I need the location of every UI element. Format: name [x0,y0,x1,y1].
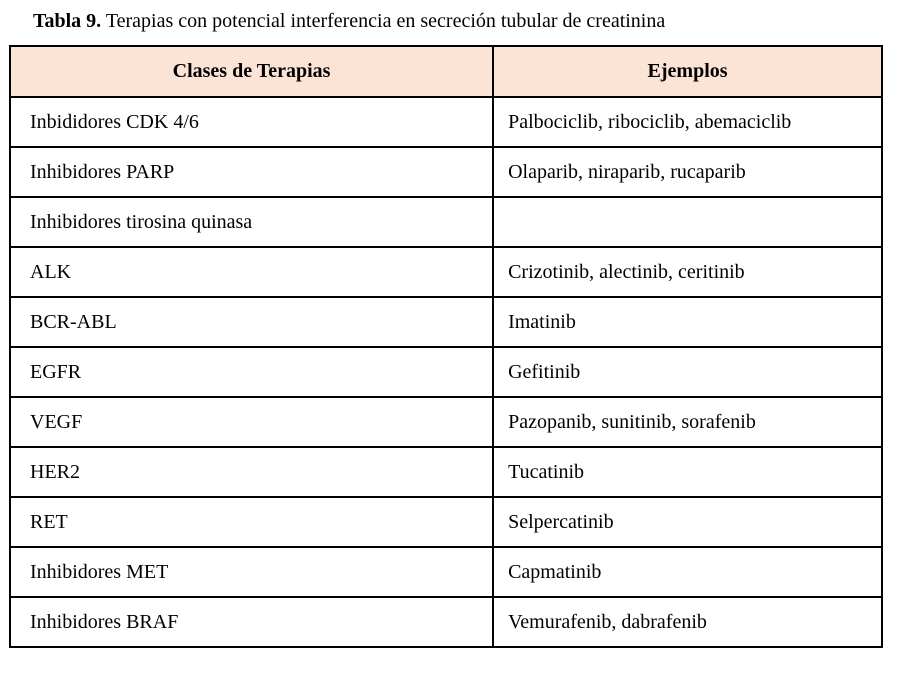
example-cell: Crizotinib, alectinib, ceritinib [493,247,882,297]
table-row [10,147,882,197]
table-row [10,347,882,397]
column-header-clases: Clases de Terapias [10,46,493,97]
table-caption-text: Terapias con potencial interferencia en secreción tubular de creatinina [101,10,666,32]
table-caption-label: Tabla 9. [33,10,102,32]
table-row [10,497,882,547]
example-cell: Olaparib, niraparib, rucaparib [493,147,882,197]
example-cell: Selpercatinib [493,497,882,547]
class-cell: RET [10,497,493,547]
example-cell: Tucatinib [493,447,882,497]
column-header-ejemplos: Ejemplos [493,46,882,97]
class-cell: BCR-ABL [10,297,493,347]
class-cell: EGFR [10,347,493,397]
table-row [10,247,882,297]
example-cell: Imatinib [493,297,882,347]
table-row [10,547,882,597]
therapy-interference-table [9,45,883,648]
table-row [10,197,882,247]
example-cell: Palbociclib, ribociclib, abemaciclib [493,97,882,147]
class-cell: Inhibidores MET [10,547,493,597]
example-cell: Vemurafenib, dabrafenib [493,597,882,647]
example-cell: Pazopanib, sunitinib, sorafenib [493,397,882,447]
class-cell: Inbididores CDK 4/6 [10,97,493,147]
class-cell: VEGF [10,397,493,447]
class-cell: Inhibidores PARP [10,147,493,197]
example-cell [493,197,882,247]
table-row [10,297,882,347]
table-header-row [10,46,882,97]
table-row [10,397,882,447]
table-row [10,447,882,497]
table-row [10,97,882,147]
example-cell: Gefitinib [493,347,882,397]
class-cell: Inhibidores BRAF [10,597,493,647]
example-cell: Capmatinib [493,547,882,597]
class-cell: Inhibidores tirosina quinasa [10,197,493,247]
class-cell: HER2 [10,447,493,497]
class-cell: ALK [10,247,493,297]
table-caption [33,8,665,34]
table-row [10,597,882,647]
